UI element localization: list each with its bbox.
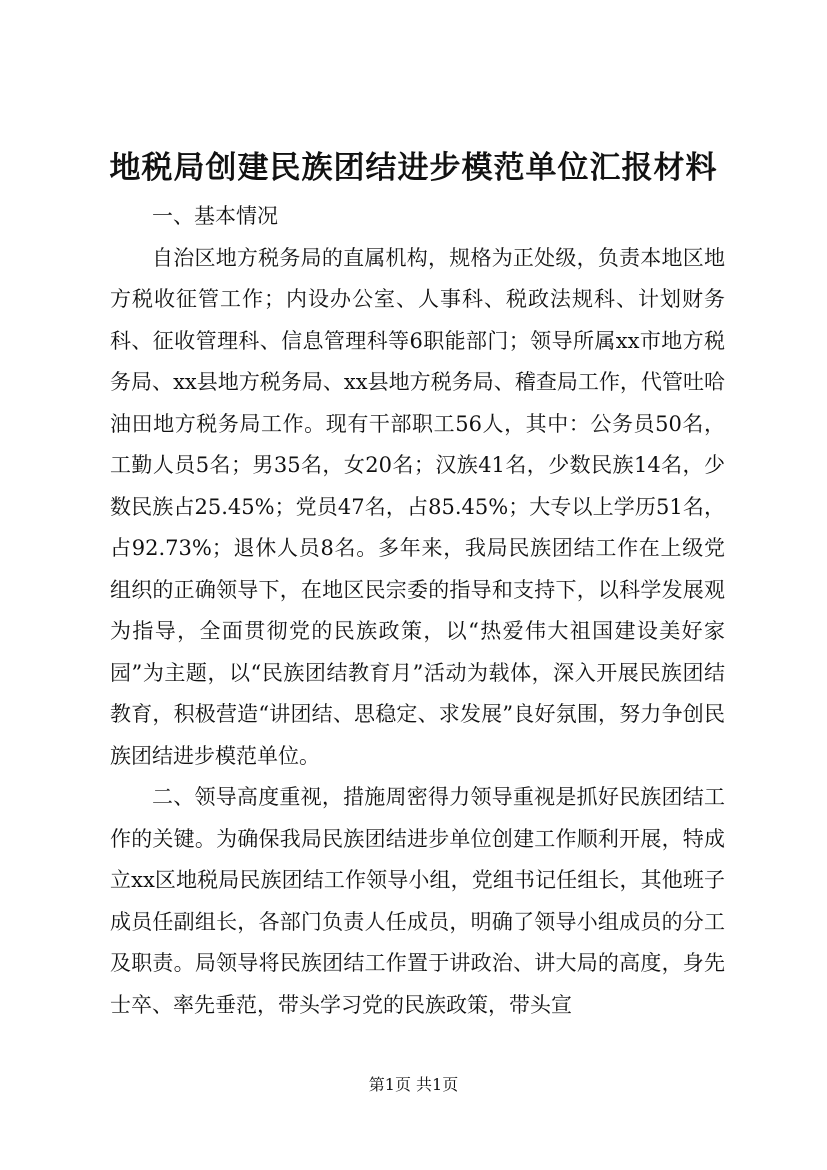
document-title: 地税局创建民族团结进步模范单位汇报材料 bbox=[109, 150, 718, 186]
paragraph-leadership: 二、领导高度重视，措施周密得力领导重视是抓好民族团结工作的关键。为确保我局民族团结进步单位创建工作顺利开展，特成立xx区地税局民族团结工作领导小组，党组书记任组长，其他班子成员任副组长，各部门负责人任成员，明确了领导小组成员的分工及职责。局领导将民族团结工作置于讲政治、讲大局的高度，身先士卒、率先垂范，带头学习党的民族政策，带头宣 bbox=[110, 785, 725, 1017]
page-footer: 第1页 共1页 bbox=[368, 1075, 459, 1094]
paragraph-basic-info: 自治区地方税务局的直属机构，规格为正处级，负责本地区地方税收征管工作；内设办公室、人事科、税政法规科、计划财务科、征收管理科、信息管理科等6职能部门；领导所属xx市地方税务局、xx县地方税务局、xx县地方税务局、稽查局工作，代管吐哈油田地方税务局工作。现有干部职工56人，其中：公务员50名，工勤人员5名；男35名，女20名；汉族41名，少数民族14名，少数民族占25.45%；党员47名，占85.45%；大专以上学历51名，占92.73%；退休人员8名。多年来，我局民族团结工作在上级党组织的正确领导下，在地区民宗委的指导和支持下，以科学发展观为指导，全面贯彻党的民族政策，以“热爱伟大祖国建设美好家园”为主题，以“民族团结教育月”活动为载体，深入开展民族团结教育，积极营造“讲团结、思稳定、求发展”良好氛围，努力争创民族团结进步模范单位。 bbox=[110, 245, 725, 768]
section-heading-basic-info: 一、基本情况 bbox=[152, 204, 278, 228]
document-body bbox=[110, 196, 725, 1026]
